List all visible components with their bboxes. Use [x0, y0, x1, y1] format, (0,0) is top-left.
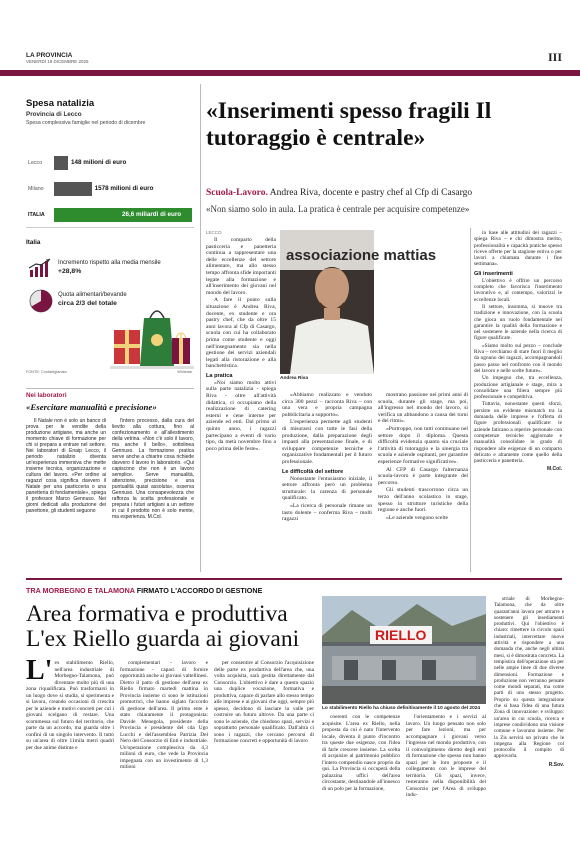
article-kicker — [206, 188, 566, 200]
article2-headline-line-1: Area formativa e produttiva — [26, 601, 288, 627]
infographic-source: FONTE: Confartigianato — [26, 370, 67, 374]
paragraph: A fare il punto sulla situazione è Andrea Riva, docente, ex studente e ora pastry chef, che da oltre 15 anni lavora al Cfp di Casargo, scuola con cui ha collaborato prima come studente e oggi nell'insegnamento sia nella gestione dei servizi aziendali legati alla ristorazione e alla banchettistica. — [206, 297, 276, 370]
paragraph: Gli studenti trascorrono circa un terzo dell'anno scolastico in stage, spesso in strutture turistiche della regione e anche fuori. — [378, 487, 468, 514]
article2-kicker-place: TRA MORBEGNO E TALAMONA — [26, 586, 135, 595]
stat-quota-value: circa 2/3 del totale — [58, 299, 117, 307]
article2-kicker — [26, 586, 262, 595]
article2-headline — [26, 602, 326, 652]
sidebox-title: «Esercitare manualità e precisione» — [26, 402, 157, 412]
paragraph: l'orientamento e i servizi al lavoro. Un luogo pensato non solo per fare lezioni, ma per accompagnare i giovani verso l'ingresso nel mondo produttivo, con il coinvolgimento diretto degli enti di formazione che spesso non hanno spazi per le loro proposte e il collegamento con le imprese del territorio. Gli spazi, invece, resteranno nella disponibilità del Consorzio per l'Area di sviluppo indu- — [406, 714, 486, 798]
paragraph: complementari - lavoro e formazione - capaci di fornire opportunità anche ai giovani valtellinesi. Dietro il patto di gestione dell'area ex Riello firmato martedì mattina in Provincia insieme ci sono le istituzioni promotrici, che hanno siglato l'accordo di gestione dell'area. Il primo ente è stato chiaramente il protagonista: Davide Menegola, presidente della Provincia e presidente del cda Ugo Lucchi e dell'assemblea Patrizia Del Nero del Consorzio di Enti e industriale. Un'operazione complessiva da 4,3 milioni di euro, che vede la Provincia impegnata con un investimento di 1,3 milioni — [120, 660, 208, 770]
article-column-2 — [282, 392, 372, 524]
article2-column-1 — [26, 655, 114, 752]
sidebox-column-1 — [26, 418, 106, 515]
article-column-3 — [378, 392, 468, 522]
article2-photo-caption: Lo stabilimento Riello ha chiuso definitivamente il 10 agosto del 2024 — [322, 706, 481, 711]
paragraph: «La ricerca di personale rimane un tasto dolente – conferma Riva – molti ragazzi — [282, 502, 372, 523]
paragraph-text: ex stabilimento Riello, nell'area industriale di Morbegno-Talamona, può diventare molto più di una zona riqualificata. Può trasformarsi in un luogo dove si studia, si sperimenta e si lavora, creando occasioni di crescita per le aziende e motivi concreti per cui i giovani scelgano di restare. Una scommessa sul futuro del territorio, che parte da un accordo, ma guarda oltre i confini di un singolo intervento. Il tutto su un'area di oltre 11mila metri quadri per due anime distinte e — [26, 660, 114, 751]
paragraph: striale di Morbegno-Talamona, che da oltre quarant'anni lavora per attrarre e sostenere gli insediamenti produttivi. Qui l'obiettivo è chiaro: rimettere in circolo spazi industriali, intercettare nuove attività e rispondere a una domanda che, anche negli ultimi mesi, si è dimostrata concreta. La tempistica dell'operazione sta per nelle ampie linee di due diverse dimensioni. Formazione e produzione non verranno pensate come mondi separati, ma come parti di uno stesso progetto. Proprio su questa integrazione che si basa l'idea di una futura Zona di innovazione: e sviluppo: un'area in cui scuola, ricerca e imprese condividono una visione comune e lavorano insieme. Per la Zis servirà un privato che le impegna alla Regione col protocollo il compito di approvarla. — [494, 596, 564, 760]
masthead — [0, 0, 580, 70]
stat-quota-text: Quota alimentari/bevande — [58, 292, 127, 298]
riello-sign-text: RIELLO — [375, 627, 427, 643]
paragraph: Il settore, insomma, si muove tra tradizione e innovazione, con la scuola che gioca un ruolo fondamentale nel garantire la qualità della formazione e nel sostenere le aziende nella ricerca di figure qualificate. — [474, 303, 562, 342]
paragraph: Un impegno che, tra eccellenza, produzione artigianale e stage, mira a consolidare una filiera sempre più professionale e competitiva. — [474, 375, 562, 401]
bar-lecco — [54, 156, 68, 170]
paragraph: «Purtroppo, non tutti continuano nel settore dopo il diploma. Questa difficoltà evidenzia quanto sia cruciale l'attività di tutoraggio e la sinergia tra scuola e aziende ospitanti, per garantire esperienze formative significative». — [378, 425, 468, 465]
bar-category-label: Lecco — [28, 160, 43, 166]
article2-headline-line-2: L'ex Riello guarda ai giovani — [26, 626, 300, 652]
divider — [26, 227, 194, 228]
article-column-1 — [206, 230, 276, 453]
dropcap: L' — [26, 655, 53, 686]
infographic-credit: Whitelab — [177, 370, 192, 374]
infographic-note: Spesa complessiva famiglie nel periodo di dicembre — [26, 120, 146, 126]
column-rule — [200, 84, 201, 572]
infographic-title: Spesa natalizia — [26, 98, 95, 109]
paragraph: L'obiettivo è offrire un percorso completo che favorisca l'inserimento lavorativo e, al contempo, valorizzi le eccellenze locali. — [474, 277, 562, 303]
pie-chart-icon — [28, 288, 54, 314]
column-rule — [470, 228, 471, 572]
bar-milano — [54, 182, 92, 196]
divider — [26, 388, 194, 389]
article2-column-4 — [322, 714, 400, 793]
paragraph: per consentire al Consorzio l'acquisizione delle parte ex produttiva dell'area che, una volta acquisita, sarà gestita direttamente dal Consorzio. L'obiettivo è dare a questo spazio una duplice vocazione, formativa e produttiva, capace di parlare allo stesso tempo alle imprese e ai giovani che oggi, sempre più spesso, decidono di lasciare la valle per costruire un futuro altrove. Da una parte ci sono le aziende, che chiedono spazi, servizi e soprattutto personale qualificato. Dall'altra ci sono i ragazzi, che cercano percorsi di formazione concreti e opportunità di lavoro — [214, 660, 314, 744]
paper-date: VENERDÌ 19 DICEMBRE 2025 — [26, 59, 89, 64]
section-divider — [26, 578, 562, 580]
subhead: La pratica — [206, 372, 233, 379]
bar-category-label: ITALIA — [28, 212, 45, 218]
photo-caption: Andrea Riva — [280, 376, 308, 381]
infographic-subtitle: Provincia di Lecco — [26, 111, 82, 118]
paragraph — [26, 655, 114, 751]
paragraph: Il comparto della pasticceria e panetteria continua a rappresentare una delle eccellenze del settore alimentare, ma allo stesso tempo affronta sfide importanti legate alla formazione e all'inserimento dei giovani nel mondo del lavoro. — [206, 237, 276, 296]
sidebox-kicker: Nei laboratori — [26, 392, 67, 399]
paragraph: L'esperienza permette agli studenti di misurarsi con tutte le fasi della produzione, dalla preparazione degli impasti alla presentazione finale, e di sviluppare competenze tecniche e organizzative fondamentali per il futuro professionale. — [282, 419, 372, 465]
article-kicker-tag: Scuola-Lavoro. — [206, 188, 268, 198]
andrea-riva-photo — [280, 230, 437, 374]
bar-category-label: Milano — [28, 186, 44, 192]
bar-value-label: 148 milioni di euro — [71, 159, 127, 166]
italia-label: Italia — [26, 239, 41, 246]
paragraph: in base alle attitudini dei ragazzi – spiega Riva – e chi dimostra merito, professionalità e capacità pratiche spesso riceve offerte per la stagione estiva o per lavori a chiamata durante i fine settimana». — [474, 230, 562, 268]
paper-name: LA PROVINCIA — [26, 52, 73, 59]
sidebox-column-2 — [112, 418, 194, 521]
article2-column-5 — [406, 714, 486, 800]
paragraph: «Abbiamo realizzato e venduto circa 300 pezzi – racconta Riva – con una vera e propria campagna pubblicitaria a supporto». — [282, 392, 372, 418]
signature: R.Sov. — [548, 761, 564, 768]
paragraph: «Noi siamo molto attivi sulla parte natalizia - spiega Riva - oltre all'attività didattica, ci occupiamo della realizzazione di catering esterni e cene interne per aziende ed enti. Dal primo al quinto anno, i ragazzi partecipano a eventi di vario tipo, da metà novembre fino a poco prima delle feste». — [206, 379, 276, 452]
growth-chart-icon — [28, 258, 52, 278]
article-column-4 — [474, 230, 562, 473]
article-standfirst: «Non siamo solo in aula. La pratica è centrale per acquisire competenze» — [206, 204, 470, 214]
article2-column-3 — [214, 660, 314, 746]
stat-increment — [58, 260, 161, 276]
paragraph: mostrano passione nei primi anni di scuola, durante gli stage, ma poi, all'ingresso nel mondo del lavoro, si verifica un abbandono a causa dei turni e dei ritmi». — [378, 392, 468, 425]
page-number: III — [547, 50, 562, 64]
bar-value-label: 26,6 miliardi di euro — [122, 211, 182, 218]
paragraph: «Le aziende vengono scelte — [386, 514, 448, 521]
riello-plant-photo — [322, 596, 486, 704]
paragraph: Tuttavia, nonostante questi sforzi, persiste un evidente mismatch tra la domanda delle imprese e l'offerta di figure professionali qualificate: le aziende faticano a reperire personale con competenze tecniche aggiornate e manualità consolidate in grado di rispondere alle esigenze di un comparto delicato e altamente come quello della pasticceria e panetteria. — [474, 401, 562, 465]
paragraph: «Siamo molto sul pezzo – conclude Riva – cerchiamo di stare fuori il meglio da ognuno dei ragazzi, accompagnandoli passo passo nel confronto con il mondo del lavoro e nelle scelte future». — [474, 342, 562, 374]
paragraph: coerenti con le competenze acquisite. L'area ex Riello, nella proposta da cui è nato l'intervento locale, diventa il punto d'incontro tra queste due esigenze, con l'idea di farle crescere insieme. La scelta di acquisire al patrimonio pubblico l'intero compendio nasce proprio da qui. La Provincia si occuperà della palazzina uffici dell'area circostante, destinandole all'innesco di un polo per la formazione, — [322, 714, 400, 792]
subhead: Gli inserimenti — [474, 270, 513, 277]
article2-column-2 — [120, 660, 208, 772]
article2-kicker-text: FIRMATO L'ACCORDO DI GESTIONE — [136, 586, 263, 595]
section-color-bar — [0, 70, 580, 76]
article-headline: «Inserimenti spesso fragili Il tutoraggio è centrale» — [206, 98, 492, 151]
article-kicker-text: Andrea Riva, docente e pastry chef al Cfp di Casargo — [269, 188, 473, 198]
paragraph: Nonostante l'entusiasmo iniziale, il settore affronta però un problema strutturale: la carenza di personale qualificato. — [282, 475, 372, 502]
stat-increment-text: Incremento rispetto alla media mensile — [58, 260, 161, 266]
article2-column-6 — [494, 596, 564, 769]
paragraph: l'intero processo, dalla cura del lievito alla cottura, fino al confezionamento e all'allestimento della vetrina. «Non c'è solo il lavoro, ma anche il bello», sottolinea Gennuso. La formazione pratica serve anche a chiarire cosa richiede davvero il lavoro in laboratorio. «Qui capiscono che non è un lavoro semplice. Serve manualità, attenzione, precisione e una puntualità quasi assoluta», osserva Gennuso. Una consapevolezza che rafforza la scelta professionale e prepara i futuri artigiani a un settore in cui il prodotto non è solo mente, ma esperienza. M.Col. — [112, 418, 194, 520]
infographic-spesa-natalizia — [26, 84, 194, 380]
bar-value-label: 1578 milioni di euro — [94, 185, 154, 192]
christmas-gifts-illustration — [110, 296, 194, 370]
photo-banner-text: associazione mattias — [286, 247, 437, 264]
article-byline: LECCO — [206, 230, 222, 235]
stat-increment-value: +28,8% — [58, 267, 82, 275]
paragraph: Il Natale non è solo un banco di prova per le vendite della produzione artigiane, ma anche un momento chiave di formazione per chi si prepara a entrare nel settore. Nei laboratori di Enaip Lecco, il periodo natalizio diventa un'esperienza immersiva che mette insieme tecnica, organizzazione e cultura del lavoro. «Per ordine ai ragazzi cosa significa davvero il Natale per una pasticceria o una panetteria di fondamentale», spiega il professor Marco Gennuso. Nei giorni dedicati alla produzione dei panettone, gli studenti seguono — [26, 418, 106, 514]
paragraph: Al CFP di Casargo l'alternanza scuola-lavoro è parte integrante del percorso. — [378, 466, 468, 486]
signature: M.Col. — [547, 466, 562, 473]
subhead: Le difficoltà del settore — [282, 468, 344, 475]
